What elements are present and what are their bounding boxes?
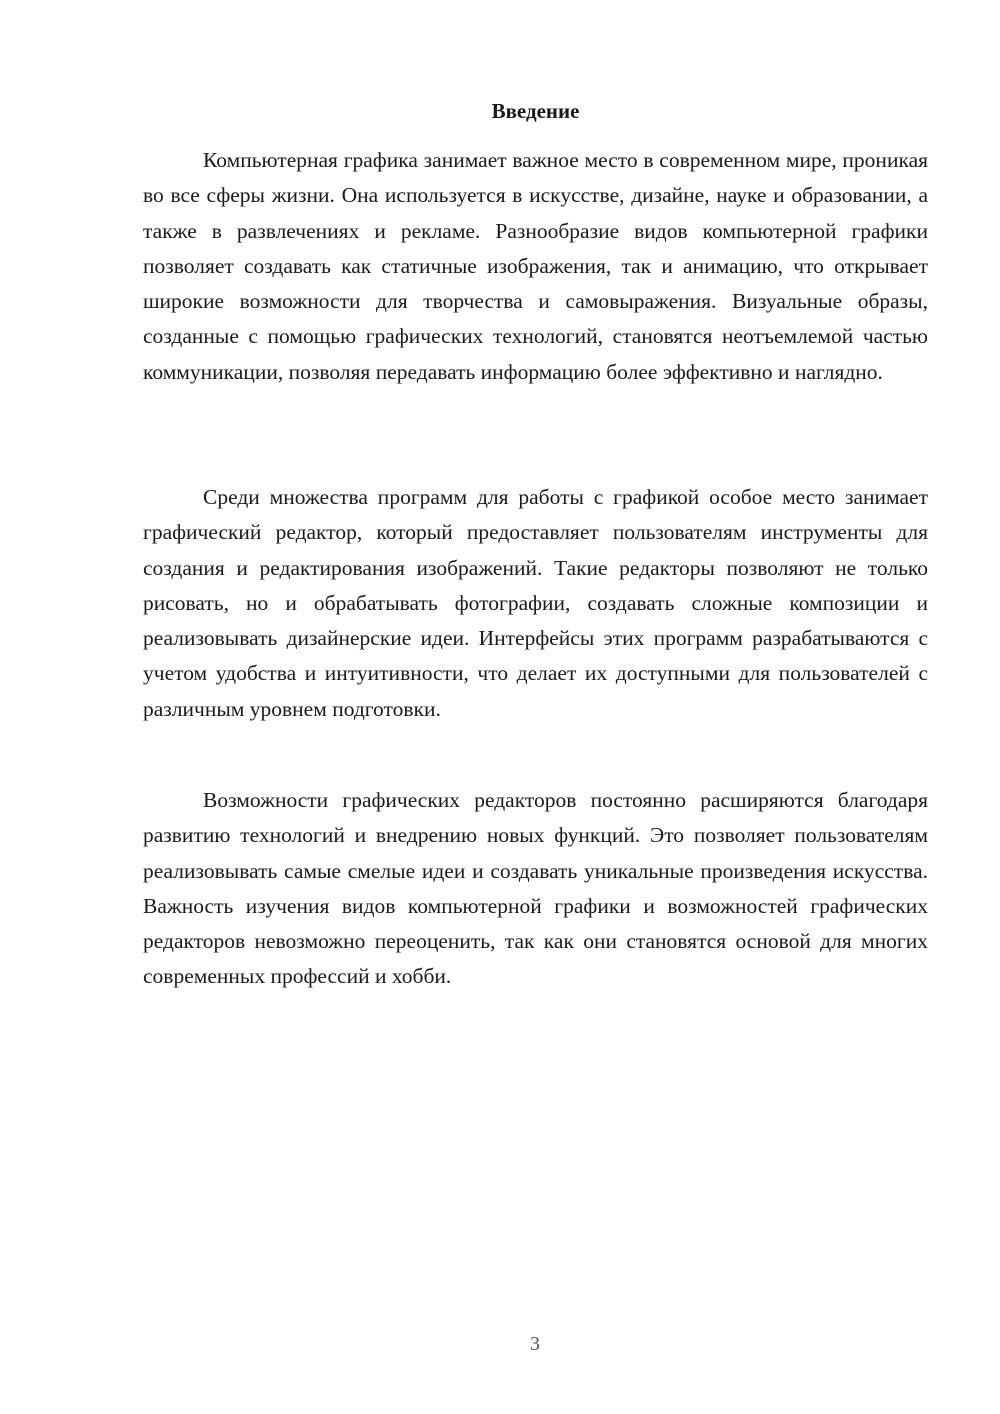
paragraph-2: Среди множества программ для работы с графикой особое место занимает графический редактор, который предоставляет пользователям инструменты для создания и редактирования изображений. Такие редакторы позволяют не только рисовать, но и обрабатывать фотографии, создавать сложные композиции и реализовывать дизайнерские идеи. Интерфейсы этих программ разрабатываются с учетом удобства и интуитивности, что делает их доступными для пользователей с различным уровнем подготовки. (143, 485, 928, 721)
paragraph-1: Компьютерная графика занимает важное место в современном мире, проникая во все сферы жизни. Она используется в искусстве, дизайне, науке и образовании, а также в развлечениях и рекламе. Разнообразие видов компьютерной графики позволяет создавать как статичные изображения, так и анимацию, что открывает широкие возможности для творчества и самовыражения. Визуальные образы, созданные с помощью графических технологий, становятся неотъемлемой частью коммуникации, позволяя передавать информацию более эффективно и наглядно. (143, 148, 928, 384)
page-number: 3 (530, 1333, 540, 1355)
paragraph-3: Возможности графических редакторов постоянно расширяются благодаря развитию технологий и внедрению новых функций. Это позволяет пользователям реализовывать самые смелые идеи и создавать уникальные произведения искусства. Важность изучения видов компьютерной графики и возможностей графических редакторов невозможно переоценить, так как они становятся основой для многих современных профессий и хобби. (143, 788, 928, 989)
page-title: Введение (491, 99, 580, 123)
